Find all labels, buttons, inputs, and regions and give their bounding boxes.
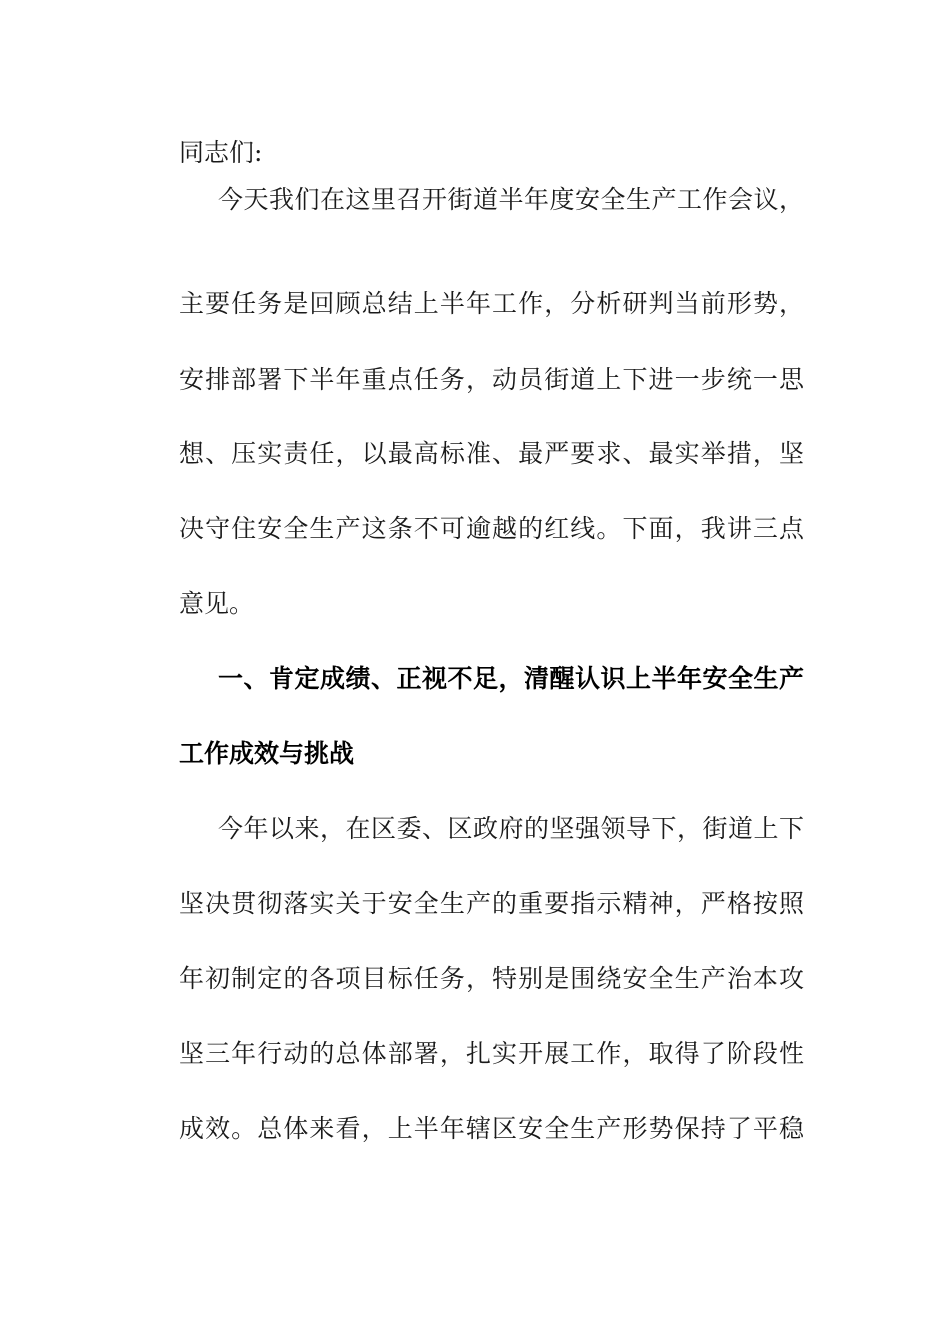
paragraph-2-line-2: 坚决贯彻落实关于安全生产的重要指示精神，严格按照 bbox=[179, 889, 804, 918]
heading-1-line-2: 工作成效与挑战 bbox=[179, 739, 355, 768]
paragraph-1-line-6: 意见。 bbox=[179, 589, 255, 618]
paragraph-1-line-1: 今天我们在这里召开街道半年度安全生产工作会议， bbox=[218, 185, 804, 214]
paragraph-1-line-4: 想、压实责任，以最高标准、最严要求、最实举措，坚 bbox=[179, 439, 804, 468]
paragraph-2-line-4: 坚三年行动的总体部署，扎实开展工作，取得了阶段性 bbox=[179, 1039, 804, 1068]
paragraph-2-line-3: 年初制定的各项目标任务，特别是围绕安全生产治本攻 bbox=[179, 964, 804, 993]
paragraph-2-line-5: 成效。总体来看，上半年辖区安全生产形势保持了平稳 bbox=[179, 1114, 804, 1143]
paragraph-1-line-5: 决守住安全生产这条不可逾越的红线。下面，我讲三点 bbox=[179, 514, 804, 543]
paragraph-2-line-1: 今年以来，在区委、区政府的坚强领导下，街道上下 bbox=[218, 814, 804, 843]
paragraph-1-line-2: 主要任务是回顾总结上半年工作，分析研判当前形势， bbox=[179, 289, 804, 318]
paragraph-1-line-3: 安排部署下半年重点任务，动员街道上下进一步统一思 bbox=[179, 365, 804, 394]
salutation: 同志们: bbox=[179, 138, 263, 167]
heading-1-line-1: 一、肯定成绩、正视不足，清醒认识上半年安全生产 bbox=[218, 664, 804, 693]
